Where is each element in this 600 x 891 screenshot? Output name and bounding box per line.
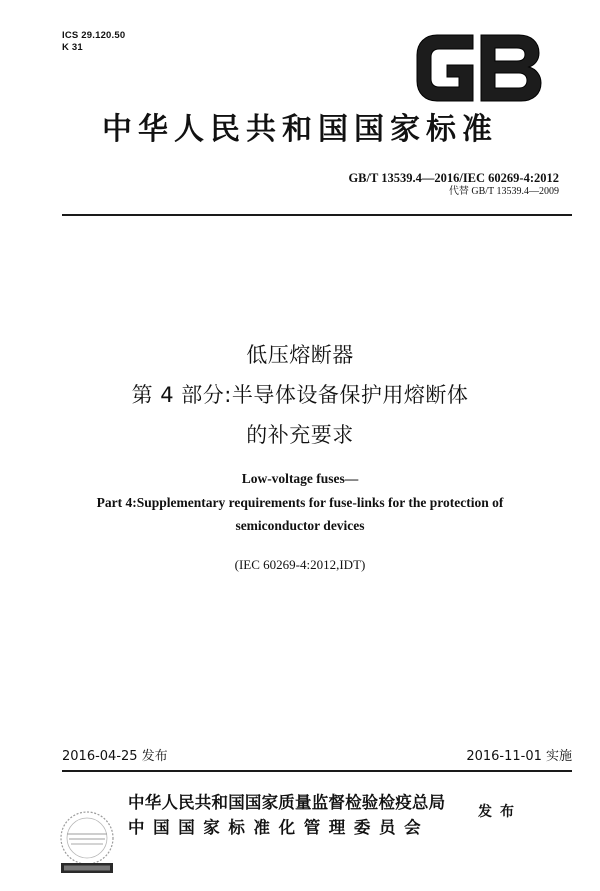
ics-code: ICS 29.120.50 [62,30,126,41]
national-standard-title: 中华人民共和国国家标准 [102,112,498,147]
english-title-line-2: Part 4:Supplementary requirements for fuse-links for the protection of [96,495,504,510]
chinese-title-line-1: 低压熔断器 [246,343,354,367]
header-divider [62,214,572,216]
anti-counterfeit-seal-icon [47,808,127,880]
issued-label: 发布 [478,804,522,820]
gb-logo [413,31,545,105]
english-title-line-3: semiconductor devices [235,518,365,533]
footer-divider [62,770,572,772]
issuer-aqsiq: 中华人民共和国国家质量监督检验检疫总局 [128,793,446,812]
ccs-code: K 31 [62,42,83,53]
replaces-standard: 代替 GB/T 13539.4—2009 [448,186,559,197]
iec-equivalence: (IEC 60269-4:2012,IDT) [234,557,366,572]
chinese-title-line-2: 第 4 部分:半导体设备保护用熔断体 [131,383,469,407]
standard-number: GB/T 13539.4—2016/IEC 60269-4:2012 [348,171,559,185]
issuer-sac: 中国国家标准化管理委员会 [128,818,430,837]
implementation-date: 2016-11-01 实施 [466,749,572,764]
chinese-title-line-3: 的补充要求 [246,423,354,447]
english-title-line-1: Low-voltage fuses— [241,471,359,486]
publish-date: 2016-04-25 发布 [62,749,168,764]
